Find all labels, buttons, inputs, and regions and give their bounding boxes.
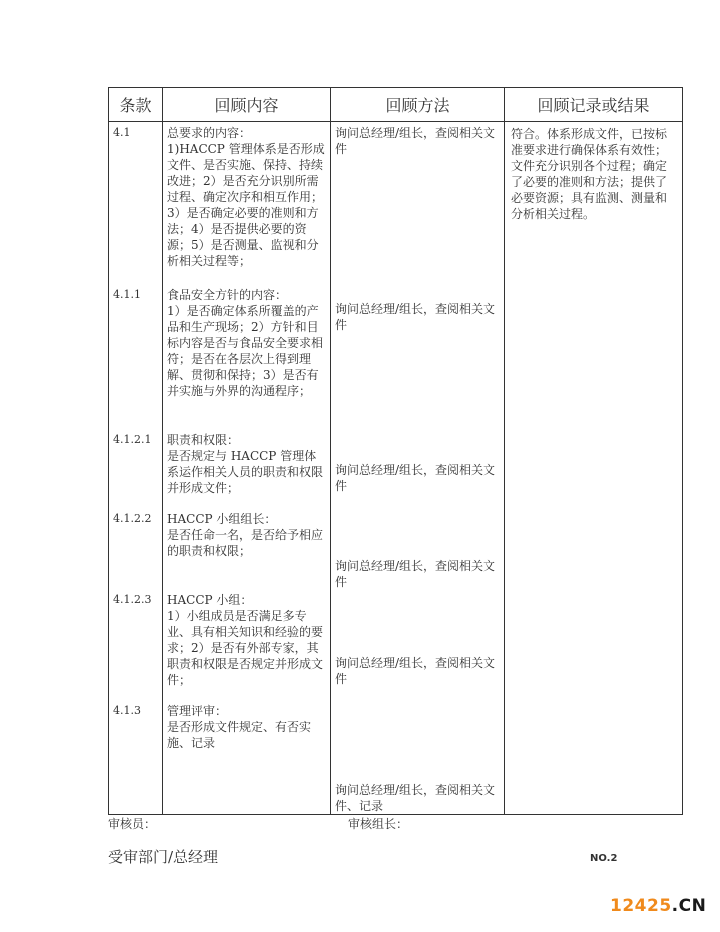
content-4-1: 总要求的内容： 1)HACCP 管理体系是否形成文件、是否实施、保持、持续改进；2）是否充分识别所需过程、确定次序和相互作用；3）是否确定必要的准则和方法；4）是否提供必要的资源；5）是否测量、监视和分析相关过程等； — [167, 126, 325, 268]
header-method: 回顾方法 — [331, 88, 505, 122]
content-4-1-2-2: HACCP 小组组长： 是否任命一名，是否给予相应的职责和权限； — [167, 512, 324, 558]
header-content: 回顾内容 — [163, 88, 331, 122]
clause-4-1-3: 4.1.3 — [113, 704, 141, 717]
method-4-1-2-1: 询问总经理/组长，查阅相关文件 — [335, 463, 496, 493]
content-4-1-1: 食品安全方针的内容： 1）是否确定体系所覆盖的产品和生产现场；2）方针和目标内容是否与食品安全要求相符；是否在各层次上得到理解、贯彻和保持；3）是否有并实施与外界的沟通程序； — [167, 288, 324, 398]
page-number: NO.2 — [590, 853, 618, 864]
result-column — [505, 122, 683, 815]
method-column — [331, 122, 505, 815]
watermark-number: 12425 — [610, 896, 672, 916]
content-4-1-2-3: HACCP 小组： 1）小组成员是否满足多专业、具有相关知识和经验的要求；2）是否有外部专家，其职责和权限是否规定并形成文件； — [167, 593, 324, 687]
method-4-1: 询问总经理/组长，查阅相关文件 — [335, 126, 496, 156]
header-clause: 条款 — [109, 88, 163, 122]
table-header-row — [109, 88, 683, 122]
method-4-1-2-2: 询问总经理/组长，查阅相关文件 — [335, 559, 496, 589]
site-watermark — [610, 896, 706, 916]
method-4-1-1: 询问总经理/组长，查阅相关文件 — [335, 302, 496, 332]
audited-department: 受审部门/总经理 — [108, 848, 219, 866]
clause-4-1-2-1: 4.1.2.1 — [113, 433, 152, 446]
auditor-label: 审核员： — [108, 817, 157, 831]
clause-4-1-2-2: 4.1.2.2 — [113, 512, 152, 525]
clause-4-1: 4.1 — [113, 126, 131, 139]
audit-leader-label: 审核组长： — [348, 817, 409, 831]
header-result: 回顾记录或结果 — [505, 88, 683, 122]
clause-column — [109, 122, 163, 815]
content-4-1-2-1: 职责和权限： 是否规定与 HACCP 管理体系运作相关人员的职责和权限并形成文件； — [167, 433, 324, 495]
method-4-1-3: 询问总经理/组长，查阅相关文件、记录 — [335, 783, 496, 813]
clause-4-1-1: 4.1.1 — [113, 288, 141, 301]
watermark-suffix: .CN — [671, 896, 707, 916]
content-column — [163, 122, 331, 815]
method-4-1-2-3: 询问总经理/组长，查阅相关文件 — [335, 656, 496, 686]
result-text: 符合。体系形成文件，已按标准要求进行确保体系有效性；文件充分识别各个过程；确定了必要的准则和方法；提供了必要资源；具有监测、测量和分析相关过程。 — [511, 127, 668, 221]
content-4-1-3: 管理评审： 是否形成文件规定、有否实施、记录 — [167, 704, 312, 750]
table-body-row — [109, 122, 683, 815]
clause-4-1-2-3: 4.1.2.3 — [113, 593, 152, 606]
audit-table — [108, 87, 683, 815]
